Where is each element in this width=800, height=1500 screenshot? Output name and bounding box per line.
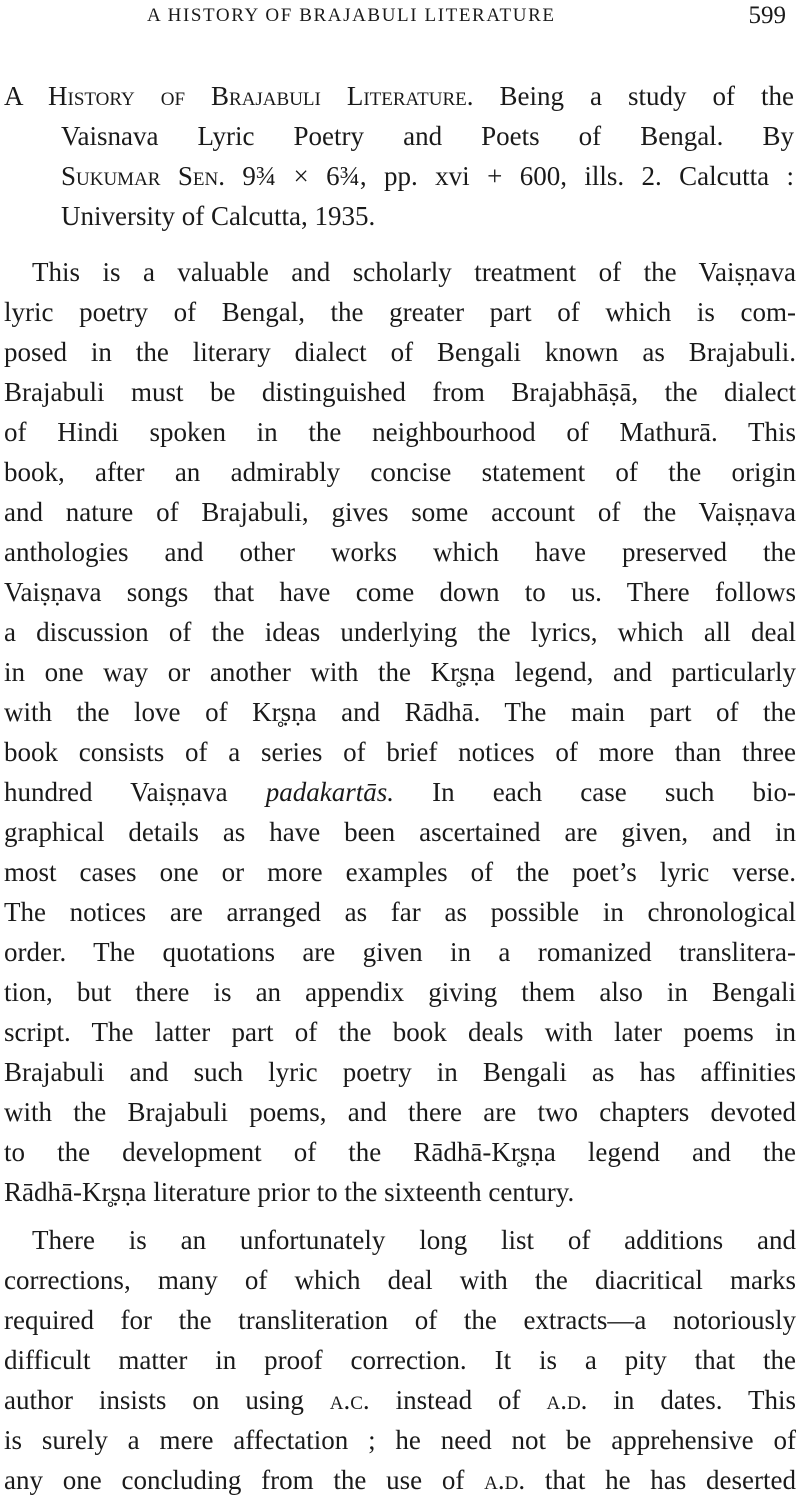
text-line: book consists of a series of brief notices of more than three [4,737,796,767]
text-line: any one concluding from the use of a.d. that he has deserted [4,1465,797,1495]
text-line: a discussion of the ideas underlying the lyrics, which all deal [4,617,796,647]
paragraph-1 [4,252,796,1212]
page-number: 599 [748,2,786,29]
text-line: in one way or another with the Kr̥ṣṇa legend, and particularly [4,657,796,687]
text-line: order. The quotations are given in a romanized translitera- [4,937,796,967]
text-line: Rādhā-Kr̥ṣṇa literature prior to the sixteenth century. [4,1177,575,1207]
text-line: tion, but there is an appendix giving them also in Bengali [4,977,796,1007]
text-line: graphical details as have been ascertained are given, and in [4,817,796,847]
italic-term: padakartās. [265,777,394,807]
text-line: is surely a mere affectation ; he need not be apprehensive of [4,1425,796,1455]
text-line: to the development of the Rādhā-Kr̥ṣṇa legend and the [4,1137,796,1167]
text-line: There is an unfortunately long list of additions and [32,1225,796,1255]
text-line: corrections, many of which deal with the diacritical marks [4,1265,796,1295]
text-line: anthologies and other works which have preserved the [4,537,796,567]
text-line: difficult matter in proof correction. It is a pity that the [4,1345,796,1375]
text-line: Vaiṣṇava songs that have come down to us. There follows [4,577,796,607]
text-line: hundred Vaiṣṇava padakartās. In each case such bio- [4,777,796,807]
text-line: Brajabuli and such lyric poetry in Bengali as has affinities [4,1057,796,1087]
review-body [4,252,796,1500]
running-header [0,2,800,32]
abbreviation-ad: a.d. [484,1465,526,1495]
book-author: Sukumar Sen. [61,161,225,191]
text-line: lyric poetry of Bengal, the greater part of which is com- [4,297,796,327]
citation-line: Vaisnava Lyric Poetry and Poets of Bengal. By [61,121,794,151]
text-line: with the Brajabuli poems, and there are two chapters devoted [4,1097,796,1127]
abbreviation-ac: a.c. [329,1385,370,1415]
text-line: and nature of Brajabuli, gives some account of the Vaiṣṇava [4,497,796,527]
text-line: posed in the literary dialect of Bengali known as Brajabuli. [4,337,796,367]
paragraph-2 [4,1220,796,1500]
text-line: most cases one or more examples of the poet’s lyric verse. [4,857,796,887]
text-line: of Hindi spoken in the neighbourhood of Mathurā. This [4,417,796,447]
text-line: This is a valuable and scholarly treatment of the Vaiṣṇava [32,257,796,287]
book-title: A History of Brajabuli Literature. [4,81,474,111]
text-line: script. The latter part of the book deals with later poems in [4,1017,796,1047]
abbreviation-ad: a.d. [546,1385,588,1415]
citation-line: Sukumar Sen. 9¾ × 6¾, pp. xvi + 600, ills. 2. Calcutta : [61,161,795,191]
text-line: The notices are arranged as far as possible in chronological [4,897,796,927]
running-title: A HISTORY OF BRAJABULI LITERATURE [147,5,556,26]
paragraph-gap [4,1212,796,1220]
citation-line: A History of Brajabuli Literature. Being a study of the [4,81,795,111]
text-line: author insists on using a.c. instead of a.d. in dates. This [4,1385,796,1415]
text-line: with the love of Kr̥ṣṇa and Rādhā. The main part of the [4,697,796,727]
text-line: required for the transliteration of the extracts—a notoriously [4,1305,796,1335]
citation-line: University of Calcutta, 1935. [61,201,376,231]
book-citation [4,76,794,236]
text-line: Brajabuli must be distinguished from Brajabhāṣā, the dialect [4,377,796,407]
text-line: book, after an admirably concise statement of the origin [4,457,796,487]
